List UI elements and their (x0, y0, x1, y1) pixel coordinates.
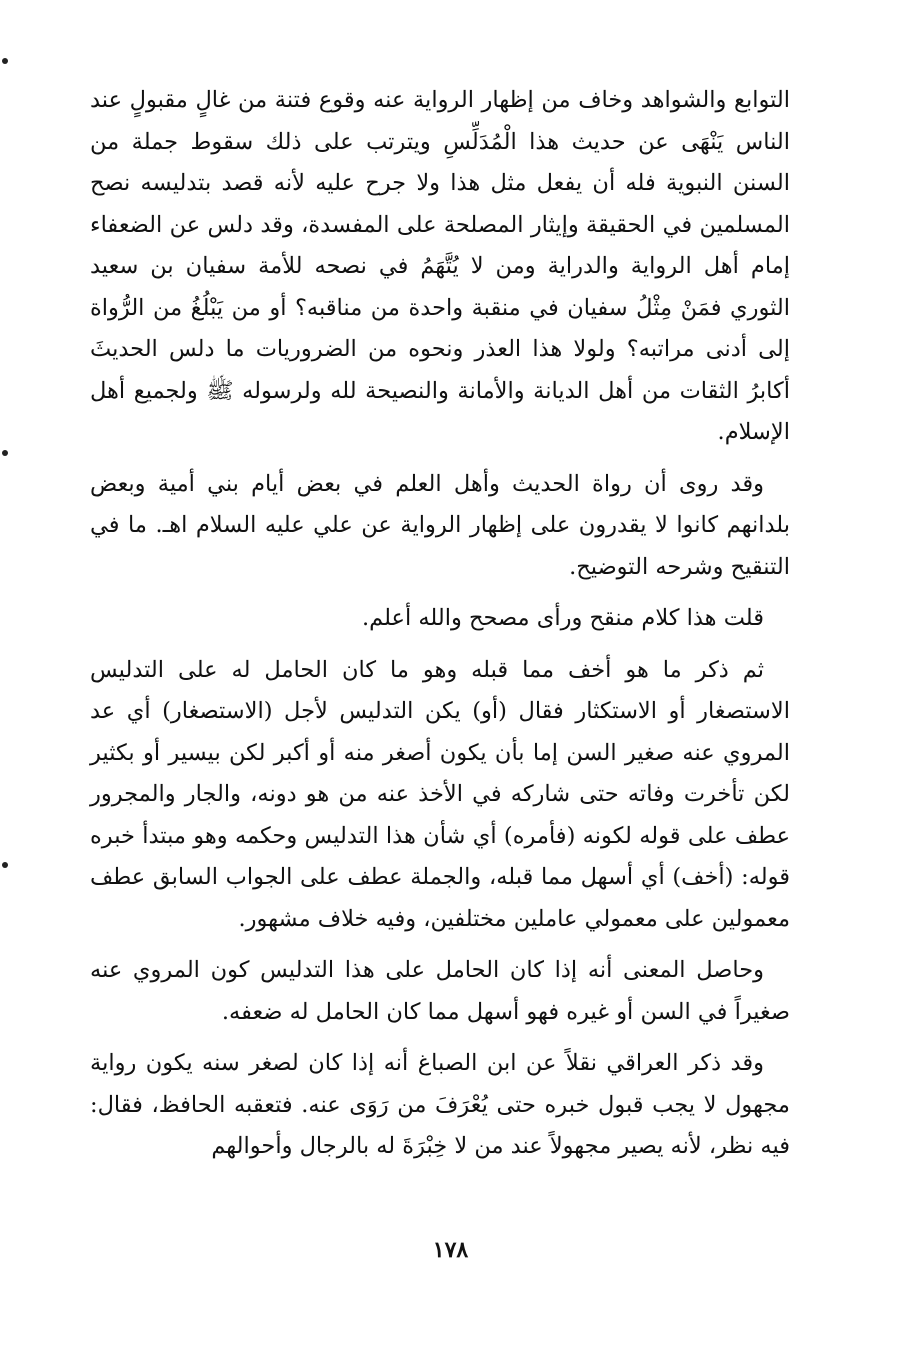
paragraph-summary-meaning: وحاصل المعنى أنه إذا كان الحامل على هذا التدليس كون المروي عنه صغيراً في السن أو غيره فهو أسهل مما كان الحامل له ضعفه. (90, 957, 790, 1025)
paragraph-author-comment: قلت هذا كلام منقح ورأى مصحح والله أعلم. (361, 605, 764, 631)
margin-mark (2, 58, 8, 64)
paragraph-tadlis-justification: التوابع والشواهد وخاف من إظهار الرواية عنه وقوع فتنة من غالٍ مقبولٍ عند الناس يَنْهَى عن حديث هذا الْمُدَلِّسِ ويترتب على ذلك سقوط جملة من السنن النبوية فله أن يفعل مثل هذا ولا جرح عليه لأنه قصد بتدليسه نصح المسلمين في الحقيقة وإيثار المصلحة على المفسدة، وقد دلس عن الضعفاء إمام أهل الرواية والدراية ومن لا يُتَّهَمُ في نصحه للأمة سفيان بن سعيد الثوري فمَنْ مِثْلُ سفيان في منقبة واحدة من مناقبه؟ أو من يَبْلُغُ من الرُّواة إلى أدنى مراتبه؟ ولولا هذا العذر ونحوه من الضروريات ما دلس الحديثَ أكابرُ الثقات من أهل الديانة والأمانة والنصيحة لله ولرسوله ﷺ ولجميع أهل الإسلام. (90, 87, 790, 445)
paragraph-umayyad-narrators: وقد روى أن رواة الحديث وأهل العلم في بعض أيام بني أمية وبعض بلدانهم كانوا لا يقدرون على إظهار الرواية عن علي عليه السلام اهـ. ما في التنقيح وشرحه التوضيح. (90, 470, 790, 580)
paragraph-istisghar: ثم ذكر ما هو أخف مما قبله وهو ما كان الحامل له على التدليس الاستصغار أو الاستكثار فقال (أو) يكن التدليس لأجل (الاستصغار) أي عد المروي عنه صغير السن إما بأن يكون أصغر منه أو أكبر لكن بيسير أو بكثير لكن تأخرت وفاته حتى شاركه في الأخذ عنه من هو دونه، والجار والمجرور عطف على قوله لكونه (فأمره) أي شأن هذا التدليس وحكمه وهو مبتدأ خبره قوله: (أخف) أي أسهل مما قبله، والجملة عطف على الجواب السابق عطف معمولين على معمولي عاملين مختلفين، وفيه خلاف مشهور. (90, 656, 790, 932)
page-number: ١٧٨ (432, 1237, 469, 1263)
document-page (90, 80, 790, 1240)
paragraph-iraqi-quote: وقد ذكر العراقي نقلاً عن ابن الصباغ أنه إذا كان لصغر سنه يكون رواية مجهول لا يجب قبول خبره حتى يُعْرَفَ من رَوَى عنه. فتعقبه الحافظ، فقال: فيه نظر، لأنه يصير مجهولاً عند من لا خِبْرَةَ له بالرجال وأحوالهم (90, 1050, 790, 1159)
margin-mark (2, 862, 8, 868)
margin-mark (2, 450, 8, 456)
